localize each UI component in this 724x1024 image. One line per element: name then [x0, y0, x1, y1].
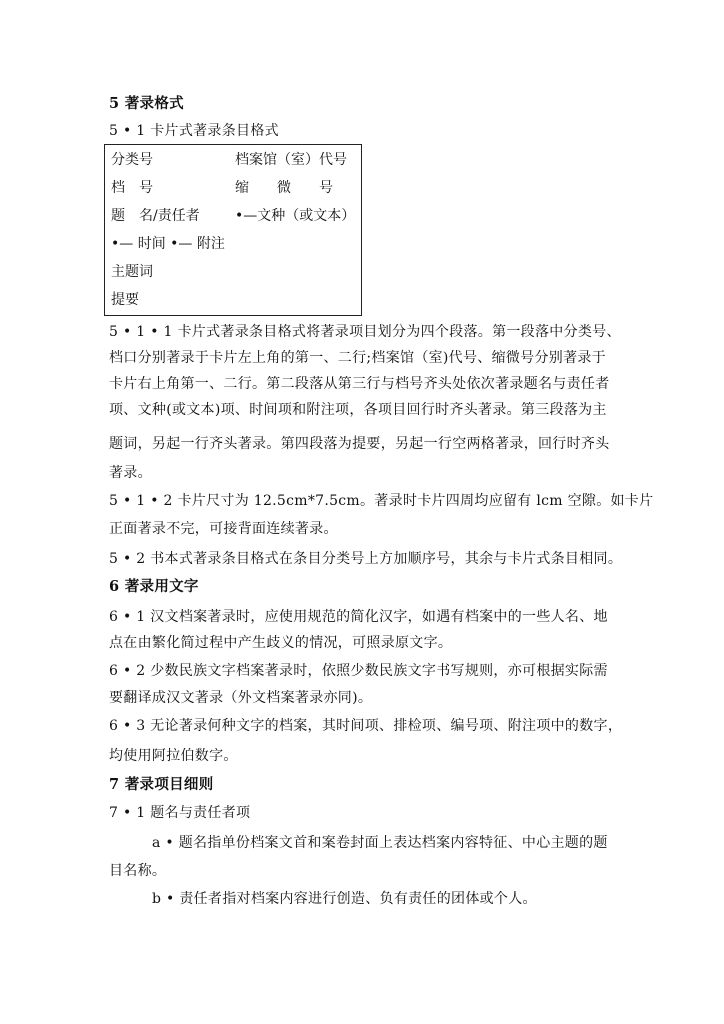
- para-7-1-a-line: a • 题名指单份档案文首和案卷封面上表达档案内容特征、中心主题的题: [152, 835, 608, 851]
- section-5-heading: 5 著录格式: [109, 95, 184, 112]
- card-abstract-label: 提要: [111, 292, 139, 308]
- card-microfilm-number-label: 缩 微 号: [235, 180, 333, 196]
- para-5-1-2-line: 正面著录不完，可接背面连续著录。: [109, 521, 338, 537]
- section-7-1-heading: 7 • 1 题名与责任者项: [109, 805, 251, 821]
- card-title-author-label: 题 名/责任者: [111, 208, 200, 224]
- para-6-1-line: 点在由繁化简过程中产生歧义的情况，可照录原文字。: [109, 635, 453, 651]
- para-5-1-1-line: 卡片右上角第一、二行。第二段落从第三行与档号齐头处依次著录题名与责任者: [109, 376, 610, 392]
- para-5-1-1-line: 题词，另起一行齐头著录。第四段落为提要，另起一行空两格著录，回行时齐头: [109, 436, 610, 452]
- para-6-1-line: 6 • 1 汉文档案著录时，应使用规范的简化汉字，如遇有档案中的一些人名、地: [109, 609, 608, 625]
- para-5-2: 5 • 2 书本式著录条目格式在条目分类号上方加顺序号，其余与卡片式条目相同。: [109, 551, 623, 567]
- para-6-2-line: 6 • 2 少数民族文字档案著录时，依照少数民族文字书写规则，亦可根据实际需: [109, 663, 608, 679]
- para-5-1-1-line: 5 • 1 • 1 卡片式著录条目格式将著录项目划分为四个段落。第一段落中分类号、: [109, 324, 621, 340]
- para-7-1-a-line: 目名称。: [109, 863, 167, 879]
- card-subject-label: 主题词: [111, 264, 153, 280]
- para-6-2-line: 要翻译成汉文著录（外文档案著录亦同)。: [109, 690, 373, 706]
- para-5-1-1-line: 项、文种(或文本)项、时间项和附注项，各项目回行时齐头著录。第三段落为主: [109, 402, 607, 418]
- para-7-1-b: b • 责任者指对档案内容进行创造、负有责任的团体或个人。: [152, 891, 537, 907]
- card-file-number-label: 档 号: [111, 180, 153, 196]
- para-5-1-1-line: 著录。: [109, 465, 152, 481]
- para-5-1-2-line: 5 • 1 • 2 卡片尺寸为 12.5cm*7.5cm。著录时卡片四周均应留有 lcm 空隙。如卡片: [109, 493, 654, 509]
- para-6-3-line: 6 • 3 无论著录何种文字的档案，其时间项、排检项、编号项、附注项中的数字，: [109, 718, 623, 734]
- card-time-note-label: •— 时间 •— 附注: [111, 236, 225, 252]
- card-archive-code-label: 档案馆（室）代号: [235, 152, 347, 168]
- section-6-heading: 6 著录用文字: [109, 578, 199, 595]
- para-6-3-line: 均使用阿拉伯数字。: [109, 748, 238, 764]
- card-format-box: [104, 144, 362, 316]
- para-5-1-1-line: 档口分别著录于卡片左上角的第一、二行;档案馆（室)代号、缩微号分别著录于: [109, 350, 606, 366]
- section-7-heading: 7 著录项目细则: [109, 776, 214, 793]
- card-doctype-label: •—文种（或文本）: [235, 208, 356, 224]
- section-5-1-heading: 5 • 1 卡片式著录条目格式: [109, 123, 279, 139]
- card-classification-label: 分类号: [111, 152, 153, 168]
